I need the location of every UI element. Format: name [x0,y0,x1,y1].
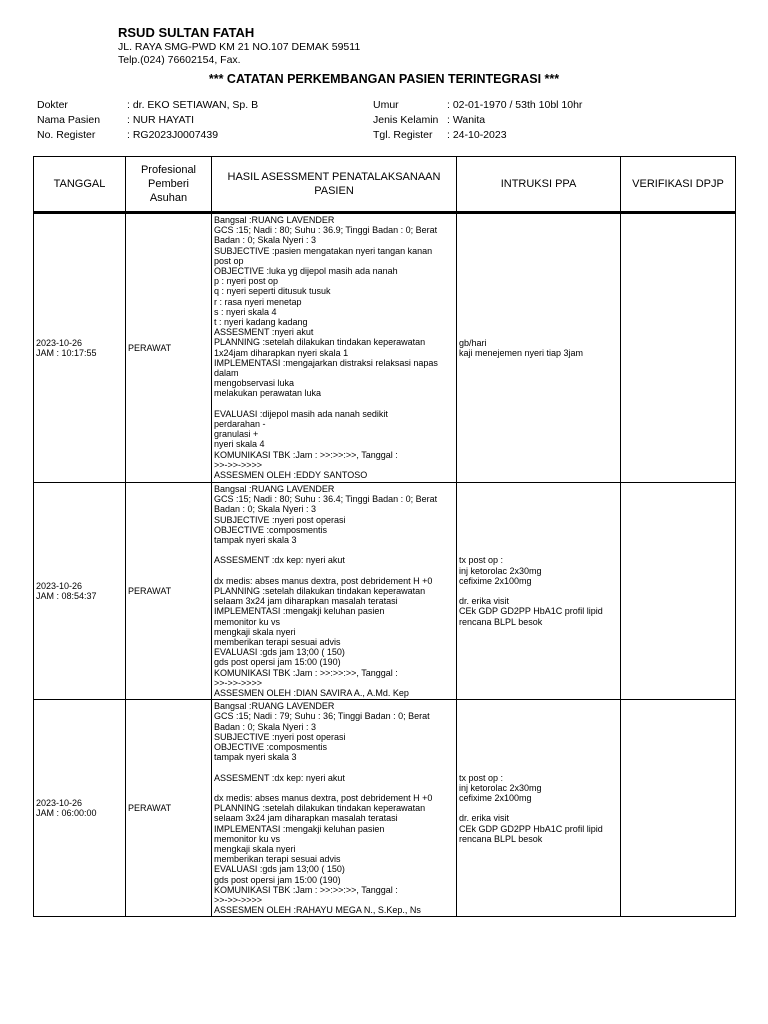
hasil-line: GCS :15; Nadi : 80; Suhu : 36.9; Tinggi Badan : 0; Berat [214,225,438,236]
info-row-dokter [37,98,258,113]
header-verifikasi-dpjp: VERIFIKASI DPJP [621,157,736,213]
instruksi-line [459,803,618,813]
entry-date: 2023-10-26 [36,337,83,348]
hasil-line: memberikan terapi sesuai advis [214,854,341,865]
hasil-line: ASSESMEN OLEH :EDDY SANTOSO [214,470,368,481]
instruksi-line: CEk GDP GD2PP HbA1C profil lipid [459,823,603,834]
hasil-line: memberikan terapi sesuai advis [214,637,341,648]
hasil-line: dx medis: abses manus dextra, post debridement H +0 [214,793,433,804]
patient-info-right [373,98,582,143]
cell-tanggal [34,213,126,483]
hasil-line: memonitor ku vs [214,616,281,627]
instruksi-line: rencana BLPL besok [459,616,543,627]
hasil-line: tampak nyeri skala 3 [214,752,297,763]
cell-verifikasi-dpjp [621,483,736,700]
hasil-line: mengkaji skala nyeri [214,626,296,637]
cell-hasil-asessment [212,213,457,483]
header-instruksi-ppa: INTRUKSI PPA [457,157,621,213]
header-tanggal: TANGGAL [34,157,126,213]
hasil-line: PLANNING :setelah dilakukan tindakan keperawatan [214,586,426,596]
hasil-line: GCS :15; Nadi : 80; Suhu : 36.4; Tinggi Badan : 0; Berat [214,494,438,505]
table-row [34,700,736,917]
hasil-line: KOMUNIKASI TBK :Jam : >>:>>:>>, Tanggal : [214,884,398,895]
cell-profesional: PERAWAT [126,213,212,483]
hasil-line: r : rasa nyeri menetap [214,296,302,307]
hasil-line: 1x24jam diharapkan nyeri skala 1 [214,347,349,358]
hasil-line: dx medis: abses manus dextra, post debridement H +0 [214,575,433,586]
cell-verifikasi-dpjp [621,213,736,483]
hasil-line [214,762,454,772]
header-hasil-asessment: HASIL ASESSMENT PENATALAKSANAAN PASIEN [212,157,457,213]
hasil-line: SUBJECTIVE :nyeri post operasi [214,731,346,742]
instruksi-line: dr. erika visit [459,596,510,607]
hasil-line: SUBJECTIVE :pasien mengatakan nyeri tangan kanan [214,245,433,256]
hasil-line [214,545,454,555]
entry-date: 2023-10-26 [36,580,83,591]
cell-tanggal [34,700,126,917]
hasil-line: KOMUNIKASI TBK :Jam : >>:>>:>>, Tanggal : [214,449,398,460]
hasil-line [214,566,454,576]
instruksi-line: cefixime 2x100mg [459,793,532,804]
cell-profesional: PERAWAT [126,483,212,700]
table-row [34,213,736,483]
hasil-line [214,783,454,793]
hasil-line: SUBJECTIVE :nyeri post operasi [214,514,346,525]
progress-notes-table [33,156,736,917]
instruksi-line: kaji menejemen nyeri tiap 3jam [459,348,584,358]
hasil-line: EVALUASI :gds jam 13;00 ( 150) [214,864,345,875]
hospital-name: RSUD SULTAN FATAH [118,25,255,40]
header-profesional: Profesional Pemberi Asuhan [126,157,212,213]
hasil-line: selaam 3x24 jam diharapkan masalah teratasi [214,813,398,824]
info-row-nama-pasien [37,113,258,128]
hasil-line: PLANNING :setelah dilakukan tindakan keperawatan [214,803,426,814]
hasil-line: p : nyeri post op [214,276,279,287]
hasil-line: post op [214,255,244,266]
hasil-line: nyeri skala 4 [214,439,265,450]
hasil-line: s : nyeri skala 4 [214,306,277,317]
hasil-line: ASSESMEN OLEH :DIAN SAVIRA A., A.Md. Kep [214,688,409,699]
instruksi-line: tx post op : [459,772,504,783]
table-row [34,483,736,700]
info-value: : NUR HAYATI [127,114,195,126]
info-value: : dr. EKO SETIAWAN, Sp. B [127,99,259,111]
entry-time: JAM : 08:54:37 [36,591,97,602]
info-value: : RG2023J0007439 [127,129,219,141]
instruksi-line: cefixime 2x100mg [459,575,532,586]
cell-tanggal [34,483,126,700]
hasil-line: gds post opersi jam 15:00 (190) [214,874,341,885]
hasil-line: OBJECTIVE :composmentis [214,524,328,535]
hasil-line: mengkaji skala nyeri [214,844,296,855]
cell-instruksi-ppa [457,213,621,483]
entry-time: JAM : 06:00:00 [36,808,97,819]
hasil-line: Badan : 0; Skala Nyeri : 3 [214,235,317,246]
hasil-line: OBJECTIVE :composmentis [214,742,328,753]
hasil-line: dalam [214,368,239,379]
cell-instruksi-ppa [457,700,621,917]
hasil-line: EVALUASI :gds jam 13;00 ( 150) [214,647,345,658]
cell-verifikasi-dpjp [621,700,736,917]
info-value: : 02-01-1970 / 53th 10bl 10hr [447,99,583,111]
hasil-line: Badan : 0; Skala Nyeri : 3 [214,721,317,732]
hasil-line: IMPLEMENTASI :mengakji keluhan pasien [214,606,385,617]
info-label: Nama Pasien [37,114,101,126]
hasil-line: memonitor ku vs [214,833,281,844]
instruksi-line: dr. erika visit [459,813,510,824]
instruksi-line [459,586,618,596]
info-value: : Wanita [447,114,486,126]
instruksi-line: gb/hari [459,337,487,348]
info-label: Tgl. Register [373,129,433,141]
patient-info-left [37,98,258,143]
hasil-line: ASSESMENT :dx kep: nyeri akut [214,555,345,566]
hasil-line: granulasi + [214,429,259,440]
instruksi-line: tx post op : [459,555,504,566]
info-row-jenis-kelamin [373,113,582,128]
hospital-address: JL. RAYA SMG-PWD KM 21 NO.107 DEMAK 59511 [118,41,361,53]
hasil-line: IMPLEMENTASI :mengajarkan distraksi relaksasi napas [214,357,438,368]
hasil-line [214,399,454,409]
hasil-line: >>->>->>>> [214,459,263,470]
hasil-line: q : nyeri seperti ditusuk tusuk [214,286,331,297]
hasil-line: selaam 3x24 jam diharapkan masalah teratasi [214,596,398,607]
hasil-line: melakukan perawatan luka [214,388,322,399]
instruksi-line: inj ketorolac 2x30mg [459,782,542,793]
info-label: No. Register [37,129,96,141]
hasil-line: Bangsal :RUANG LAVENDER [214,484,335,494]
cell-instruksi-ppa [457,483,621,700]
document-title: *** CATATAN PERKEMBANGAN PASIEN TERINTEGRASI *** [208,72,560,86]
hasil-line: tampak nyeri skala 3 [214,535,297,546]
hasil-line: ASSESMENT :dx kep: nyeri akut [214,772,345,783]
hasil-line: Badan : 0; Skala Nyeri : 3 [214,504,317,515]
entry-time: JAM : 10:17:55 [36,348,97,358]
hasil-line: mengobservasi luka [214,378,295,389]
instruksi-line: inj ketorolac 2x30mg [459,565,542,576]
cell-hasil-asessment [212,483,457,700]
hasil-line: perdarahan - [214,419,266,430]
hospital-phone: Telp.(024) 76602154, Fax. [118,54,241,66]
table-body [34,213,736,917]
hasil-line: IMPLEMENTASI :mengakji keluhan pasien [214,823,385,834]
hasil-line: >>->>->>>> [214,895,263,906]
hasil-line: gds post opersi jam 15:00 (190) [214,657,341,668]
info-label: Jenis Kelamin [373,114,439,126]
hospital-header [118,26,360,67]
entry-date: 2023-10-26 [36,798,83,809]
hasil-line: ASSESMENT :nyeri akut [214,327,314,338]
table-header-row [34,157,736,213]
hasil-line: ASSESMEN OLEH :RAHAYU MEGA N., S.Kep., Ns [214,905,421,916]
hasil-line: t : nyeri kadang kadang [214,317,308,328]
hasil-line: Bangsal :RUANG LAVENDER [214,701,335,712]
cell-hasil-asessment [212,700,457,917]
instruksi-line: CEk GDP GD2PP HbA1C profil lipid [459,606,603,617]
hasil-line: EVALUASI :dijepol masih ada nanah sedikit [214,408,388,419]
hasil-line: PLANNING :setelah dilakukan tindakan keperawatan [214,337,426,348]
info-row-umur [373,98,582,113]
hasil-line: OBJECTIVE :luka yg dijepol masih ada nanah [214,266,398,277]
info-label: Umur [373,99,399,111]
info-label: Dokter [37,99,68,111]
hasil-line: >>->>->>>> [214,677,263,688]
instruksi-line: rencana BLPL besok [459,833,543,844]
hasil-line: GCS :15; Nadi : 79; Suhu : 36; Tinggi Badan : 0; Berat [214,711,430,722]
cell-profesional: PERAWAT [126,700,212,917]
hasil-line: KOMUNIKASI TBK :Jam : >>:>>:>>, Tanggal : [214,667,398,678]
info-row-tgl-register [373,128,582,143]
info-row-no-register [37,128,258,143]
hasil-line: Bangsal :RUANG LAVENDER [214,215,335,225]
info-value: : 24-10-2023 [447,129,507,141]
